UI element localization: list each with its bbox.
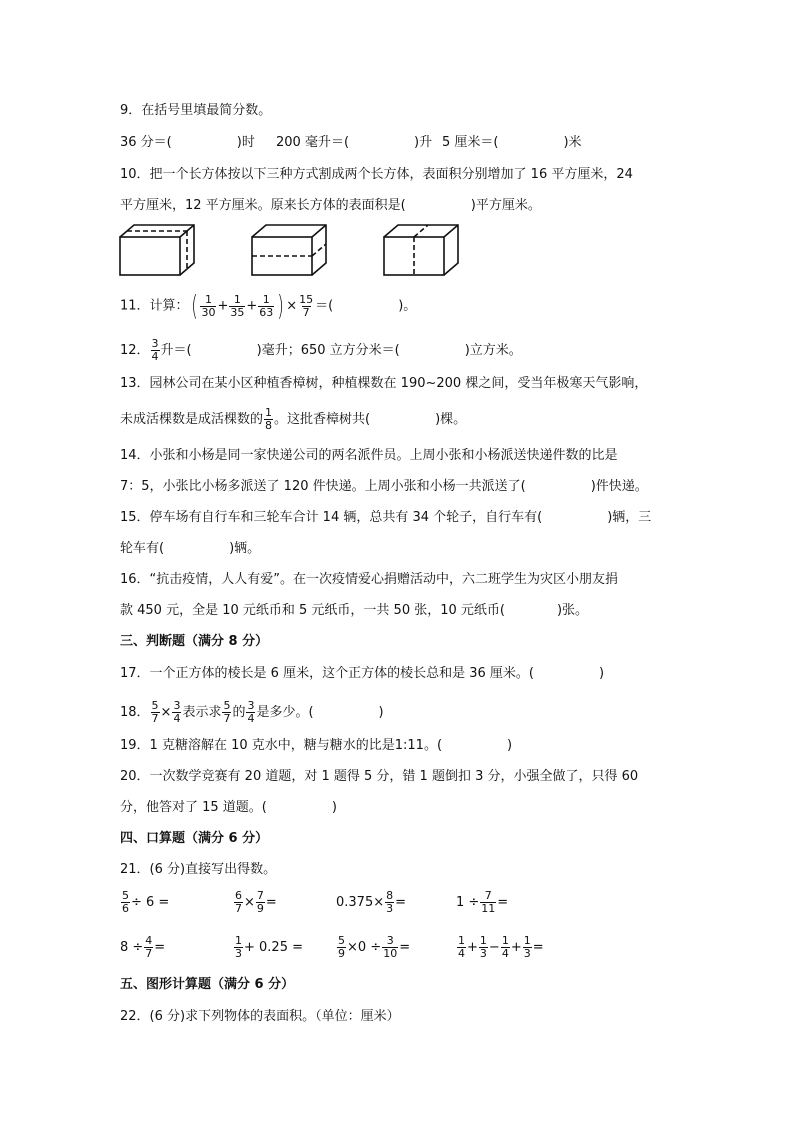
denominator: 4 [458,947,465,960]
denominator: 3 [235,947,242,960]
numerator: 8 [386,889,394,902]
numerator: 7 [484,889,492,902]
numerator: 1 [479,934,487,947]
denominator: 7 [145,947,153,960]
times-sign: × [286,298,298,314]
equals-sign: = [154,940,166,955]
denominator: 4 [247,712,255,725]
q21-item-7 [336,935,410,960]
fraction [480,890,496,915]
q13-pre: 未成活棵数是成活棵数的 [120,412,264,427]
fraction [144,935,153,960]
numerator: 1 [262,292,270,306]
cuboid-figure-1 [118,222,198,278]
q11-suffix: ＝( )。 [315,298,417,314]
fraction [234,890,243,915]
q16-line1: 16．“抗击疫情，人人有爱”。在一次疫情爱心捐赠活动中，六二班学生为灾区小朋友捐 [120,572,619,587]
numerator: 1 [233,292,241,306]
plus-sign: + [246,298,258,314]
q11-prefix: 11．计算： [120,298,189,314]
q14-line2: 7：5，小张比小杨多派送了 120 件快递。上周小张和小杨一共派送了( )件快递。 [120,479,648,494]
denominator: 10 [383,947,398,960]
q13-line2 [120,407,466,432]
plus-sign: + [217,298,229,314]
times-sign: × [160,705,172,720]
section-heading-figure-calc: 五、图形计算题（满分 6 分） [120,977,295,992]
numerator: 5 [223,699,231,712]
fraction [337,935,346,960]
denominator: 6 [122,902,129,915]
fraction [246,700,255,725]
fraction [172,700,181,725]
fraction [382,935,398,960]
numerator: 5 [338,934,345,947]
denominator: 4 [173,712,181,725]
q21-pre: 0.375× [336,895,385,910]
denominator: 4 [151,350,159,363]
denominator: 4 [501,947,509,960]
section-heading-judgement: 三、判断题（满分 8 分） [120,634,269,649]
denominator: 9 [338,947,345,960]
denominator: 7 [235,902,242,915]
denominator: 9 [256,902,264,915]
q21-title: 21．(6 分)直接写出得数。 [120,862,277,877]
denominator: 3 [386,902,394,915]
denominator: 7 [223,712,231,725]
q21-item-3 [336,890,406,915]
denominator: 30 [201,305,216,319]
q20-line2: 分，他答对了 15 道题。( ) [120,800,337,815]
q18-suffix: 是多少。( ) [256,705,384,720]
q21-item-4 [456,890,508,915]
denominator: 3 [523,947,531,960]
q13-line1: 13．园林公司在某小区种植香樟树，种植棵数在 190~200 棵之间，受当年极寒天气影响， [120,376,648,391]
denominator: 8 [265,419,273,432]
left-paren: ( [190,289,198,322]
fraction [264,407,273,432]
numerator: 3 [173,699,181,712]
numerator: 3 [247,699,255,712]
q17: 17．一个正方体的棱长是 6 厘米，这个正方体的棱长总和是 36 厘米。( ) [120,666,605,681]
q18-prefix: 18． [120,705,150,720]
q19: 19．1 克糖溶解在 10 克水中，糖与糖水的比是1:11。( ) [120,738,513,753]
numerator: 4 [145,934,153,947]
equals-sign: = [399,940,411,955]
denominator: 35 [230,305,245,319]
q21-item-8 [456,935,544,960]
q21-pre: 1 ÷ [456,895,480,910]
q21-item-1 [120,890,169,915]
numerator: 3 [386,934,394,947]
cuboid-figure-3 [382,222,462,278]
q9-blank-a: 36 分＝( )时 [120,135,255,150]
numerator: 1 [235,934,242,947]
fraction [229,294,245,319]
fraction [121,890,130,915]
q13-post: 。这批香樟树共( )棵。 [274,412,467,427]
denominator: 11 [481,902,496,915]
numerator: 6 [235,889,242,902]
numerator: 5 [151,699,159,712]
q21-pre: 8 ÷ [120,940,144,955]
q9-blank-b: 200 毫升＝( )升 [276,135,433,150]
denominator: 7 [302,305,310,319]
fraction [234,935,243,960]
fraction [151,338,160,363]
fraction [523,935,532,960]
q10-line2: 平方厘米，12 平方厘米。原来长方体的表面积是( )平方厘米。 [120,198,541,213]
q12 [120,338,522,363]
q18-de: 的 [232,705,246,720]
q21-mid: ×0 ÷ [347,940,382,955]
numerator: 1 [501,934,509,947]
q21-post: + 0.25 = [244,940,303,955]
fraction [457,935,466,960]
q16-line2: 款 450 元，全是 10 元纸币和 5 元纸币，一共 50 张，10 元纸币( )张。 [120,603,589,618]
equals-sign: = [497,895,509,910]
numerator: 15 [299,292,314,306]
times-sign: × [244,895,255,910]
q12-prefix: 12． [120,343,150,358]
q21-op: ÷ 6 = [131,895,170,910]
fraction [258,294,274,319]
right-paren: ) [277,289,285,322]
q10-line1: 10．把一个长方体按以下三种方式割成两个长方体，表面积分别增加了 16 平方厘米，24 [120,167,633,182]
q22: 22．(6 分)求下列物体的表面积。（单位：厘米） [120,1009,400,1024]
numerator: 5 [122,889,129,902]
numerator: 7 [256,889,264,902]
fraction [501,935,510,960]
equals-sign: = [265,895,277,910]
equals-sign: = [532,940,544,955]
fraction [479,935,488,960]
q21-item-5 [120,935,165,960]
fraction [298,294,314,319]
fraction [385,890,394,915]
q12-rest: 升＝( )毫升；650 立方分米＝( )立方米。 [160,343,522,358]
numerator: 1 [523,934,531,947]
q21-item-6 [233,935,303,960]
q20-line1: 20．一次数学竞赛有 20 道题，对 1 题得 5 分，错 1 题倒扣 3 分，小强全做了，只得 60 [120,769,639,784]
numerator: 1 [265,406,273,419]
denominator: 7 [151,712,159,725]
section-heading-mental-math: 四、口算题（满分 6 分） [120,831,269,846]
q14-line1: 14．小张和小杨是同一家快递公司的两名派件员。上周小张和小杨派送快递件数的比是 [120,448,618,463]
numerator: 1 [204,292,212,306]
fraction [256,890,265,915]
q21-item-2 [233,890,277,915]
denominator: 3 [479,947,487,960]
q18 [120,700,384,725]
minus-sign: − [488,940,500,955]
q18-mid: 表示求 [182,705,222,720]
q15-line1: 15．停车场有自行车和三轮车合计 14 辆，总共有 34 个轮子，自行车有( )辆，三 [120,510,652,525]
plus-sign: + [510,940,522,955]
fraction [200,294,216,319]
plus-sign: + [467,940,478,955]
denominator: 63 [259,305,274,319]
q9-title: 9．在括号里填最简分数。 [120,103,272,118]
q11-expression [120,289,417,322]
fraction [222,700,231,725]
cuboid-figure-2 [250,222,330,278]
numerator: 3 [151,337,159,350]
q9-blank-c: 5 厘米＝( )米 [442,135,582,150]
fraction [151,700,160,725]
numerator: 1 [458,934,465,947]
equals-sign: = [395,895,407,910]
q15-line2: 轮车有( )辆。 [120,541,261,556]
